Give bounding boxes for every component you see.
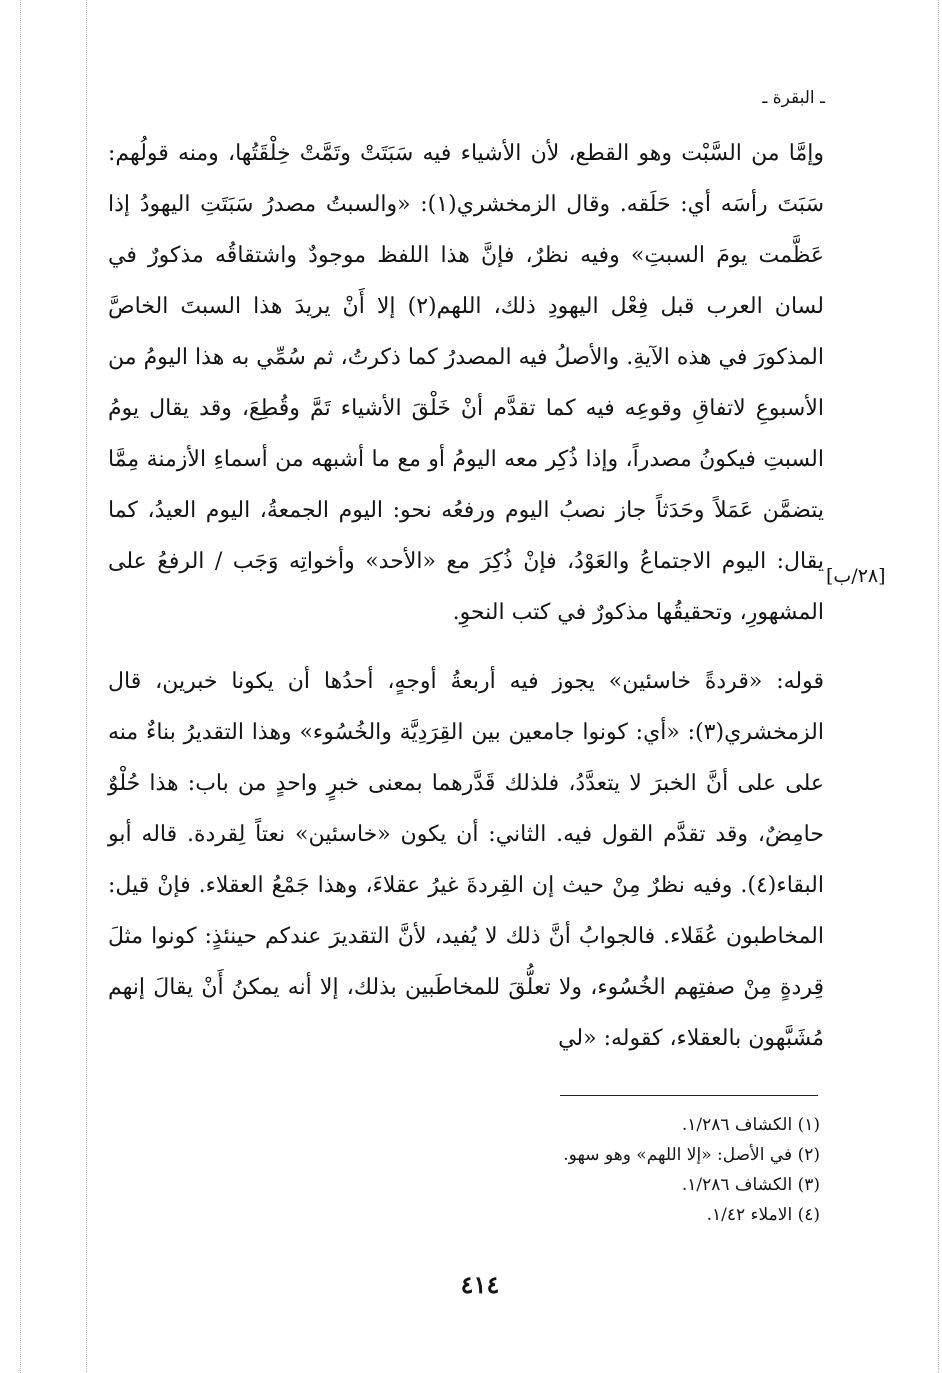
footnote: (٢) في الأصل: «إلا اللهم» وهو سهو. xyxy=(563,1145,820,1165)
footnote-separator xyxy=(560,1095,818,1096)
main-text xyxy=(108,128,824,1064)
paragraph: قوله: «قردةً خاسئين» يجوز فيه أربعةُ أوجهٍ، أحدُها أن يكونا خبرين، قال الزمخشري(٣): «أي: كونوا جامعين بين القِرَدِيَّة والخُسُوء» وهذا التقديرُ بناءٌ منه على على أنَّ الخبرَ لا يتعدَّدُ، فلذلك قَدَّرهما بمعنى خبرٍ واحدٍ من باب: هذا حُلْوٌ حامِضٌ، وقد تقدَّم القول فيه. الثاني: أن يكون «خاسئين» نعتاً لِقردة. قاله أبو البقاء(٤). وفيه نظرٌ مِنْ حيث إن القِردةَ غيرُ عقلاءَ، وهذا جَمْعُ العقلاء. فإنْ قيل: المخاطبون عُقَلاء. فالجوابُ أنَّ ذلك لا يُفيد، لأنَّ التقديرَ عندكم حينئذٍ: كونوا مثلَ قِردةٍ مِنْ صفتِهم الخُسُوء، ولا تعلُّقَ للمخاطَبين بذلك، إلا أنه يمكنُ أَنْ يقالَ إنهم مُشَبَّهون بالعقلاء، كقوله: «لي xyxy=(108,669,824,1051)
footnotes xyxy=(380,1110,820,1230)
paragraph: وإمَّا من السَّبْت وهو القطع، لأن الأشياء فيه سَبَتَتْ وتَمَّتْ خِلْقَتُها، ومنه قولُهم: سَبَتَ رأسَه أي: حَلَقه. وقال الزمخشري(١): «والسبتُ مصدرُ سَبَتَتِ اليهودُ إذا عَظَّمت يومَ السبتِ» وفيه نظرٌ، فإنَّ هذا اللفظ موجودٌ واشتقاقُه مذكورٌ في لسان العرب قبل فِعْل اليهودِ ذلك، اللهم(٢) إلا أَنْ يريدَ هذا السبتَ الخاصَّ المذكورَ في هذه الآيةِ. والأصلُ فيه المصدرُ كما ذكرتُ، ثم سُمِّي به هذا اليومُ من الأسبوعِ لاتفاقِ وقوعِه فيه كما تقدَّم أنْ خَلْقَ الأشياء تَمَّ وقُطِعَ، وقد يقال يومُ السبتِ فيكونُ مصدراً، وإذا ذُكِر معه اليومُ أو مع ما أشبهه من أسماءِ الأزمنة مِمَّا يتضمَّن عَمَلاً وحَدَثاً جاز نصبُ اليوم ورفعُه نحو: اليوم الجمعةُ، اليوم العيدُ، كما يقال: اليوم الاجتماعُ والعَوْدُ، فإنْ ذُكِرَ مع «الأحد» وأخواتِه وَجَب / الرفعُ على المشهورِ، وتحقيقُها مذكورٌ في كتب النحوِ. xyxy=(108,141,825,625)
footnote: (٤) الاملاء ١/٤٢. xyxy=(706,1205,820,1225)
scan-dotted-guide-line xyxy=(86,0,87,1373)
footnote: (١) الكشاف ١/٢٨٦. xyxy=(681,1115,820,1135)
running-header: ـ البقرة ـ xyxy=(762,88,825,108)
page-number: ٤١٤ xyxy=(460,1270,500,1299)
folio-margin-note: [٢٨/ب] xyxy=(826,565,886,587)
footnote: (٣) الكشاف ١/٢٨٦. xyxy=(681,1175,820,1195)
scan-dotted-guide-line xyxy=(938,0,939,1373)
scan-dotted-guide-line xyxy=(20,0,21,1373)
